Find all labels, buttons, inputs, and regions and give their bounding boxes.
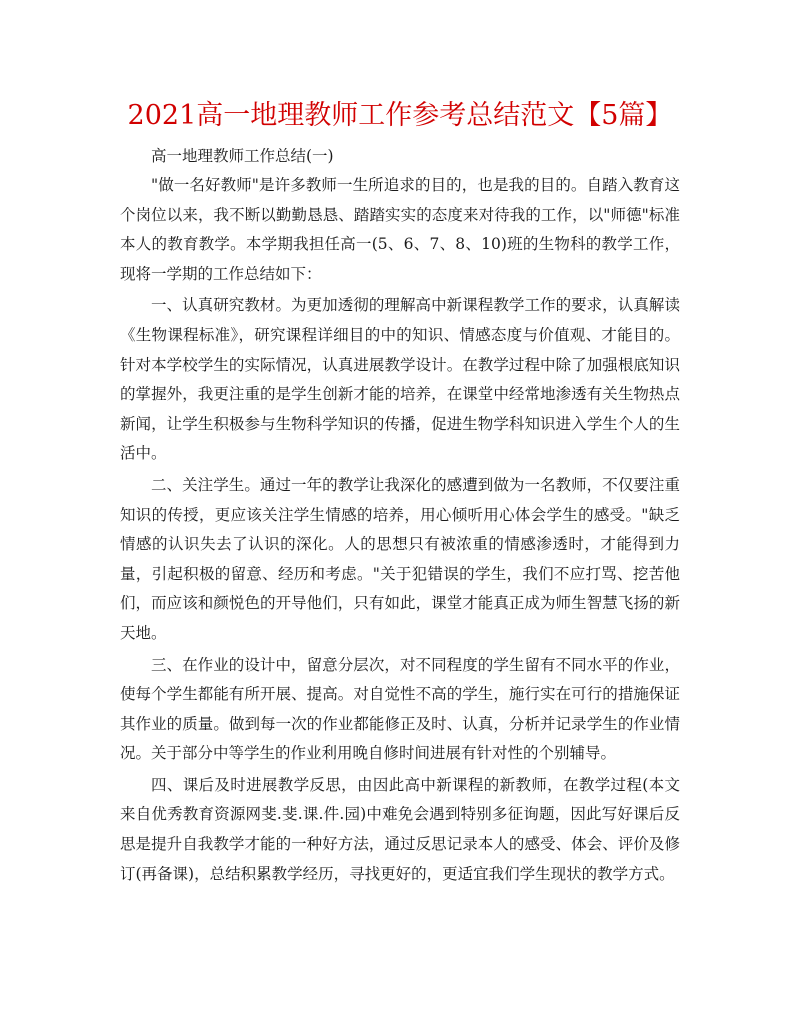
paragraph-4: 四、课后及时进展教学反思，由因此高中新课程的新教师，在教学过程(本文来自优秀教育资源网斐.斐.课.件.园)中难免会遇到特别多征询题，因此写好课后反思是提升自我教学才能的一种好方法，通过反思记录本人的感受、体会、评价及修订(再备课)，总结积累教学经历，寻找更好的，更适宜我们学生现状的教学方式。 (120, 775, 680, 883)
paragraph-1: 一、认真研究教材。为更加透彻的理解高中新课程教学工作的要求，认真解读《生物课程标准》，研究课程详细目的中的知识、情感态度与价值观、才能目的。针对本学校学生的实际情况，认真进展教学设计。在教学过程中除了加强根底知识的掌握外，我更注重的是学生创新才能的培养，在课堂中经常地渗透有关生物热点新闻，让学生积极参与生物科学知识的传播，促进生物学科知识进入学生个人的生活中。 (120, 296, 680, 463)
paragraph-intro: "做一名好教师"是许多教师一生所追求的目的，也是我的目的。自踏入教育这个岗位以来，我不断以勤勤恳恳、踏踏实实的态度来对待我的工作，以"师德"标准本人的教育教学。本学期我担任高一(5、6、7、8、10)班的生物科的教学工作，现将一学期的工作总结如下： (120, 176, 680, 283)
section-heading: 高一地理教师工作总结(一) (151, 147, 334, 165)
paragraph-2: 二、关注学生。通过一年的教学让我深化的感遭到做为一名教师，不仅要注重知识的传授，更应该关注学生情感的培养，用心倾听用心体会学生的感受。"缺乏情感的认识失去了认识的深化。人的思想只有被浓重的情感渗透时，才能得到力量，引起积极的留意、经历和考虑。"关于犯错误的学生，我们不应打骂、挖苦他们，而应该和颜悦色的开导他们，只有如此，课堂才能真正成为师生智慧飞扬的新天地。 (120, 475, 680, 642)
document-page (120, 96, 680, 891)
paragraph-3: 三、在作业的设计中，留意分层次，对不同程度的学生留有不同水平的作业，使每个学生都能有所开展、提高。对自觉性不高的学生，施行实在可行的措施保证其作业的质量。做到每一次的作业都能修正及时、认真，分析并记录学生的作业情况。关于部分中等学生的作业利用晚自修时间进展有针对性的个别辅导。 (120, 655, 680, 763)
document-title: 2021高一地理教师工作参考总结范文【5篇】 (127, 100, 673, 131)
